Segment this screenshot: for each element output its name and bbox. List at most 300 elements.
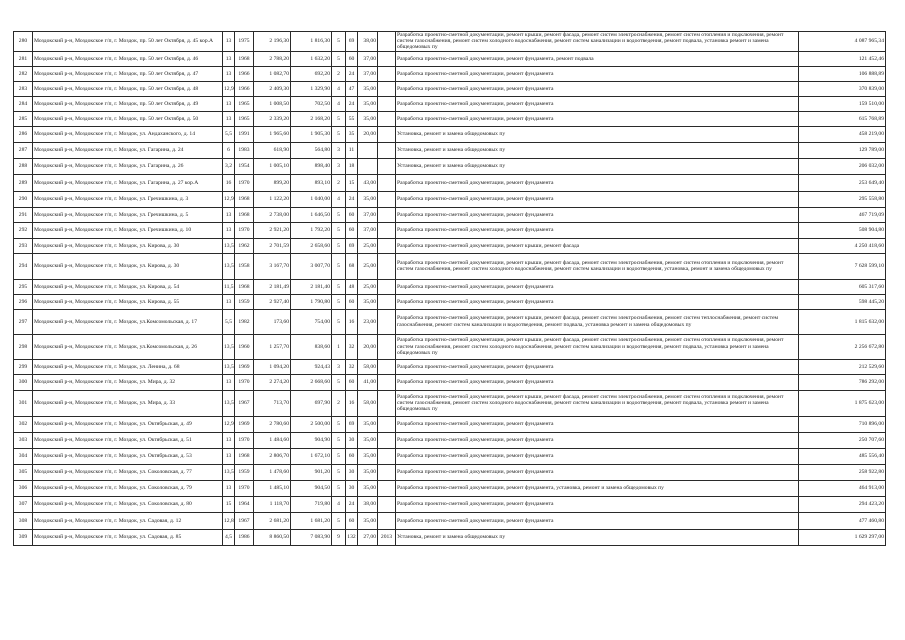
- cell-row-number: 282: [14, 66, 33, 81]
- cell-cost: 598 445,20: [799, 294, 886, 309]
- cell-year-extra: [378, 174, 396, 191]
- cell-living-area: 2 658,60: [291, 238, 332, 253]
- cell-works: Разработка проектно-сметной документации, ремонт крыши, ремонт фасада: [396, 238, 799, 253]
- cell-residents: 47: [346, 81, 358, 96]
- cell-floors: 5: [332, 432, 346, 448]
- cell-wear: 38,00: [358, 32, 378, 52]
- cell-build-year: 1970: [235, 374, 254, 390]
- cell-wear: 35,00: [358, 432, 378, 448]
- table-row: [14, 32, 886, 52]
- cell-living-area: 1 632,20: [291, 51, 332, 66]
- cell-cost: 615 768,89: [799, 111, 886, 126]
- cell-floors: 5: [332, 32, 346, 52]
- cell-cost: 467 719,09: [799, 207, 886, 222]
- cell-floors: 5: [332, 448, 346, 464]
- cell-year-extra: [378, 448, 396, 464]
- cell-total-area: 1 484,60: [254, 432, 291, 448]
- table-row: [14, 66, 886, 81]
- cell-wear: 35,00: [358, 96, 378, 111]
- cell-address: Моздокский р-н, Моздокское г/п, г. Моздок, ул. Садовая, д. 85: [33, 529, 223, 545]
- cell-address: Моздокский р-н, Моздокское г/п, г. Моздок, ул. Мира, д. 33: [33, 390, 223, 416]
- cell-floors: 2: [332, 174, 346, 191]
- cell-works: Разработка проектно-сметной документации, ремонт крыши, ремонт фасада, ремонт систем электроснабжения, ремонт систем теплоснабжения, ремонт систем газоснабжения, ремонт систем канализации и водоотведения, ремонт подвала, установка ремонт и замена общедомовых пу: [396, 309, 799, 334]
- cell-floors: 3: [332, 359, 346, 374]
- table-row: [14, 279, 886, 294]
- cell-area-coef: 13: [223, 432, 235, 448]
- table-row: [14, 96, 886, 111]
- cell-area-coef: 13,5: [223, 253, 235, 279]
- cell-living-area: 1 646,50: [291, 207, 332, 222]
- cell-cost: 294 423,20: [799, 496, 886, 512]
- cell-address: Моздокский р-н, Моздокское г/п, г. Моздок, ул. Мира, д. 32: [33, 374, 223, 390]
- cell-wear: [358, 142, 378, 158]
- cell-address: Моздокский р-н, Моздокское г/п, г. Моздок, ул. Гагарина, д. 27 кор.А: [33, 174, 223, 191]
- cell-row-number: 307: [14, 496, 33, 512]
- cell-living-area: 901,20: [291, 464, 332, 480]
- cell-build-year: 1954: [235, 158, 254, 174]
- cell-year-extra: [378, 432, 396, 448]
- cell-row-number: 285: [14, 111, 33, 126]
- cell-residents: 32: [346, 359, 358, 374]
- cell-row-number: 297: [14, 309, 33, 334]
- cell-area-coef: 13,5: [223, 390, 235, 416]
- cell-total-area: 1 118,70: [254, 496, 291, 512]
- table-row: [14, 432, 886, 448]
- cell-residents: 132: [346, 529, 358, 545]
- cell-wear: 25,00: [358, 253, 378, 279]
- cell-cost: 1 629 297,00: [799, 529, 886, 545]
- cell-works: Установка, ремонт и замена общедомовых пу: [396, 529, 799, 545]
- cell-residents: 60: [346, 294, 358, 309]
- cell-wear: 35,00: [358, 448, 378, 464]
- cell-row-number: 303: [14, 432, 33, 448]
- cell-year-extra: [378, 480, 396, 496]
- cell-row-number: 286: [14, 126, 33, 142]
- cell-works: Разработка проектно-сметной документации, ремонт фундамента: [396, 207, 799, 222]
- cell-wear: 35,00: [358, 512, 378, 529]
- cell-total-area: 713,70: [254, 390, 291, 416]
- cell-year-extra: [378, 32, 396, 52]
- cell-build-year: 1962: [235, 238, 254, 253]
- cell-residents: 24: [346, 496, 358, 512]
- table-row: [14, 334, 886, 359]
- cell-total-area: 2 196,30: [254, 32, 291, 52]
- cell-floors: 5: [332, 294, 346, 309]
- cell-works: Разработка проектно-сметной документации, ремонт фундамента: [396, 464, 799, 480]
- cell-cost: 4 250 418,60: [799, 238, 886, 253]
- table-row: [14, 374, 886, 390]
- cell-floors: 4: [332, 191, 346, 207]
- cell-living-area: 697,90: [291, 390, 332, 416]
- cell-total-area: 1 965,60: [254, 126, 291, 142]
- cell-works: Разработка проектно-сметной документации, ремонт крыши, ремонт фасада, ремонт систем электроснабжения, ремонт систем отопления и подключения, ремонт систем газоснабжения, ремонт систем холодного водоснабжения, ремонт систем канализации и водоотведения, ремонт подвала, установка ремонт и замена общедомовых пу: [396, 32, 799, 52]
- cell-address: Моздокский р-н, Моздокское г/п, г. Моздок, ул. Соколовская, д. 77: [33, 464, 223, 480]
- cell-wear: 58,00: [358, 359, 378, 374]
- cell-cost: 295 558,80: [799, 191, 886, 207]
- cell-row-number: 300: [14, 374, 33, 390]
- cell-row-number: 309: [14, 529, 33, 545]
- cell-wear: 25,00: [358, 279, 378, 294]
- cell-total-area: 1 005,10: [254, 158, 291, 174]
- cell-area-coef: 13: [223, 294, 235, 309]
- cell-row-number: 281: [14, 51, 33, 66]
- cell-cost: 121 452,46: [799, 51, 886, 66]
- cell-year-extra: [378, 253, 396, 279]
- cell-cost: 206 032,00: [799, 158, 886, 174]
- cell-area-coef: 13: [223, 222, 235, 238]
- cell-living-area: 7 083,90: [291, 529, 332, 545]
- cell-year-extra: [378, 359, 396, 374]
- cell-floors: 5: [332, 253, 346, 279]
- cell-works: Разработка проектно-сметной документации, ремонт фундамента: [396, 359, 799, 374]
- cell-area-coef: 4,5: [223, 529, 235, 545]
- table-row: [14, 191, 886, 207]
- cell-address: Моздокский р-н, Моздокское г/п, г. Моздок, ул. Октябрьская, д. 51: [33, 432, 223, 448]
- cell-address: Моздокский р-н, Моздокское г/п, г. Моздок, ул. Кирова, д. 30: [33, 253, 223, 279]
- cell-address: Моздокский р-н, Моздокское г/п, г. Моздок, пр. 50 лет Октября, д. 48: [33, 81, 223, 96]
- cell-floors: 2: [332, 66, 346, 81]
- cell-year-extra: [378, 191, 396, 207]
- cell-area-coef: 13,5: [223, 359, 235, 374]
- cell-address: Моздокский р-н, Моздокское г/п, г. Моздок, пр. 50 лет Октября, д. 46: [33, 51, 223, 66]
- cell-row-number: 296: [14, 294, 33, 309]
- table-row: [14, 142, 886, 158]
- cell-cost: 253 649,40: [799, 174, 886, 191]
- cell-residents: 68: [346, 253, 358, 279]
- cell-cost: 2 256 672,80: [799, 334, 886, 359]
- cell-address: Моздокский р-н, Моздокское г/п, г. Моздок, ул. Гречишкина, д. 5: [33, 207, 223, 222]
- cell-residents: 30: [346, 432, 358, 448]
- cell-living-area: 692,20: [291, 66, 332, 81]
- cell-living-area: 1 790,80: [291, 294, 332, 309]
- table-row: [14, 51, 886, 66]
- table-row: [14, 309, 886, 334]
- cell-wear: 35,00: [358, 191, 378, 207]
- cell-build-year: 1964: [235, 496, 254, 512]
- cell-wear: 43,00: [358, 174, 378, 191]
- cell-build-year: 1958: [235, 253, 254, 279]
- cell-wear: 35,00: [358, 416, 378, 432]
- cell-area-coef: 13: [223, 480, 235, 496]
- cell-total-area: 2 921,20: [254, 222, 291, 238]
- cell-wear: 35,00: [358, 480, 378, 496]
- cell-residents: 15: [346, 174, 358, 191]
- cell-floors: 3: [332, 142, 346, 158]
- cell-address: Моздокский р-н, Моздокское г/п, г. Моздок, ул. Соколовская, д. 80: [33, 496, 223, 512]
- cell-floors: 5: [332, 222, 346, 238]
- cell-cost: 106 888,89: [799, 66, 886, 81]
- cell-total-area: 1 122,20: [254, 191, 291, 207]
- cell-total-area: 899,20: [254, 174, 291, 191]
- cell-floors: 4: [332, 81, 346, 96]
- cell-area-coef: 3,2: [223, 158, 235, 174]
- cell-row-number: 280: [14, 32, 33, 52]
- cell-living-area: 754,00: [291, 309, 332, 334]
- cell-works: Разработка проектно-сметной документации, ремонт фундамента: [396, 496, 799, 512]
- cell-build-year: 1968: [235, 279, 254, 294]
- cell-residents: 55: [346, 111, 358, 126]
- cell-wear: 35,00: [358, 111, 378, 126]
- cell-year-extra: [378, 512, 396, 529]
- cell-works: Разработка проектно-сметной документации, ремонт крыши, ремонт фасада, ремонт систем электроснабжения, ремонт систем отопления и подключения, ремонт систем газоснабжения, ремонт систем холодного водоснабжения, ремонт систем канализации и водоотведения, ремонт подвала, установка ремонт и замена общедомовых пу: [396, 334, 799, 359]
- cell-cost: 212 529,60: [799, 359, 886, 374]
- cell-area-coef: 13: [223, 96, 235, 111]
- cell-address: Моздокский р-н, Моздокское г/п, г. Моздок, пр. 50 лет Октября, д. 50: [33, 111, 223, 126]
- cell-address: Моздокский р-н, Моздокское г/п, г. Моздок, ул.Комсомольская, д. 26: [33, 334, 223, 359]
- cell-year-extra: [378, 51, 396, 66]
- cell-year-extra: [378, 222, 396, 238]
- cell-residents: 24: [346, 66, 358, 81]
- cell-wear: 35,00: [358, 81, 378, 96]
- cell-living-area: 2 668,60: [291, 374, 332, 390]
- cell-works: Разработка проектно-сметной документации, ремонт фундамента: [396, 174, 799, 191]
- cell-works: Разработка проектно-сметной документации, ремонт фундамента: [396, 111, 799, 126]
- cell-row-number: 290: [14, 191, 33, 207]
- cell-build-year: 1969: [235, 359, 254, 374]
- cell-total-area: 1 008,50: [254, 96, 291, 111]
- cell-cost: 477 460,80: [799, 512, 886, 529]
- cell-address: Моздокский р-н, Моздокское г/п, г. Моздок, ул. Садовая, д. 12: [33, 512, 223, 529]
- cell-row-number: 283: [14, 81, 33, 96]
- cell-total-area: 3 167,70: [254, 253, 291, 279]
- cell-year-extra: [378, 96, 396, 111]
- cell-floors: 5: [332, 416, 346, 432]
- cell-residents: 60: [346, 374, 358, 390]
- cell-residents: 24: [346, 191, 358, 207]
- table-row: [14, 512, 886, 529]
- cell-year-extra: [378, 142, 396, 158]
- cell-works: Установка, ремонт и замена общедомовых пу: [396, 158, 799, 174]
- cell-wear: 38,00: [358, 496, 378, 512]
- cell-wear: 20,00: [358, 334, 378, 359]
- cell-works: Разработка проектно-сметной документации, ремонт фундамента: [396, 66, 799, 81]
- cell-floors: 9: [332, 529, 346, 545]
- table-row: [14, 253, 886, 279]
- cell-works: Разработка проектно-сметной документации, ремонт фундамента: [396, 222, 799, 238]
- cell-residents: 60: [346, 448, 358, 464]
- cell-area-coef: 13: [223, 51, 235, 66]
- cell-works: Разработка проектно-сметной документации, ремонт фундамента: [396, 279, 799, 294]
- cell-wear: 27,00: [358, 529, 378, 545]
- cell-total-area: 1 485,10: [254, 480, 291, 496]
- cell-works: Разработка проектно-сметной документации, ремонт фундамента, установка, ремонт и замена общедомовых пу: [396, 480, 799, 496]
- cell-year-extra: [378, 374, 396, 390]
- cell-works: Установка, ремонт и замена общедомовых пу: [396, 126, 799, 142]
- cell-row-number: 295: [14, 279, 33, 294]
- cell-living-area: 898,40: [291, 158, 332, 174]
- table-row: [14, 111, 886, 126]
- cell-wear: 23,00: [358, 309, 378, 334]
- cell-year-extra: [378, 111, 396, 126]
- cell-floors: 5: [332, 464, 346, 480]
- cell-area-coef: 13,5: [223, 334, 235, 359]
- cell-residents: 69: [346, 32, 358, 52]
- cell-residents: 11: [346, 142, 358, 158]
- cell-wear: 37,00: [358, 66, 378, 81]
- cell-works: Установка, ремонт и замена общедомовых пу: [396, 142, 799, 158]
- cell-total-area: 2 409,30: [254, 81, 291, 96]
- cell-floors: 5: [332, 207, 346, 222]
- cell-area-coef: 5,5: [223, 126, 235, 142]
- cell-area-coef: 13: [223, 374, 235, 390]
- cell-address: Моздокский р-н, Моздокское г/п, г. Моздок, ул. Октябрьская, д. 53: [33, 448, 223, 464]
- cell-floors: 5: [332, 238, 346, 253]
- cell-address: Моздокский р-н, Моздокское г/п, г. Моздок, ул. Гречишкина, д. 10: [33, 222, 223, 238]
- cell-wear: 35,00: [358, 294, 378, 309]
- cell-total-area: 2 806,70: [254, 448, 291, 464]
- cell-living-area: 1 816,30: [291, 32, 332, 52]
- cell-row-number: 288: [14, 158, 33, 174]
- cell-floors: 1: [332, 334, 346, 359]
- cell-address: Моздокский р-н, Моздокское г/п, г. Моздок, ул. Гагарина, д. 26: [33, 158, 223, 174]
- table-row: [14, 222, 886, 238]
- cell-year-extra: [378, 334, 396, 359]
- cell-row-number: 305: [14, 464, 33, 480]
- cell-year-extra: [378, 238, 396, 253]
- cell-floors: 5: [332, 126, 346, 142]
- cell-row-number: 298: [14, 334, 33, 359]
- cell-living-area: 702,50: [291, 96, 332, 111]
- cell-build-year: 1959: [235, 294, 254, 309]
- cell-residents: 60: [346, 512, 358, 529]
- cell-residents: 48: [346, 279, 358, 294]
- cell-total-area: 2 780,60: [254, 416, 291, 432]
- cell-year-extra: [378, 309, 396, 334]
- cell-floors: 5: [332, 279, 346, 294]
- cell-residents: 18: [346, 158, 358, 174]
- cell-year-extra: [378, 158, 396, 174]
- cell-build-year: 1970: [235, 222, 254, 238]
- cell-cost: 129 789,00: [799, 142, 886, 158]
- table-row: [14, 126, 886, 142]
- cell-year-extra: [378, 464, 396, 480]
- cell-area-coef: 13: [223, 66, 235, 81]
- cell-floors: 5: [332, 111, 346, 126]
- cell-row-number: 308: [14, 512, 33, 529]
- cell-area-coef: 13: [223, 32, 235, 52]
- cell-build-year: 1986: [235, 529, 254, 545]
- cell-area-coef: 12,9: [223, 191, 235, 207]
- cell-area-coef: 13,5: [223, 238, 235, 253]
- cell-residents: 35: [346, 126, 358, 142]
- cell-total-area: 2 681,20: [254, 512, 291, 529]
- table-row: [14, 448, 886, 464]
- cell-address: Моздокский р-н, Моздокское г/п, г. Моздок, ул. Кирова, д. 30: [33, 238, 223, 253]
- cell-living-area: 1 681,20: [291, 512, 332, 529]
- cell-build-year: 1965: [235, 111, 254, 126]
- cell-works: Разработка проектно-сметной документации, ремонт крыши, ремонт фасада, ремонт систем электроснабжения, ремонт систем отопления и подключения, ремонт систем газоснабжения, ремонт систем холодного водоснабжения, ремонт систем канализации и водоотведения, установка, ремонт и замена общедомовых пу: [396, 253, 799, 279]
- cell-build-year: 1975: [235, 32, 254, 52]
- cell-works: Разработка проектно-сметной документации, ремонт фундамента: [396, 81, 799, 96]
- cell-living-area: 1 905,30: [291, 126, 332, 142]
- cell-cost: 159 510,00: [799, 96, 886, 111]
- cell-total-area: 2 701,59: [254, 238, 291, 253]
- cell-build-year: 1969: [235, 416, 254, 432]
- cell-total-area: 2 788,20: [254, 51, 291, 66]
- cell-total-area: 1 257,70: [254, 334, 291, 359]
- cell-year-extra: [378, 496, 396, 512]
- cell-year-extra: [378, 279, 396, 294]
- cell-build-year: 1970: [235, 432, 254, 448]
- cell-year-extra: [378, 126, 396, 142]
- cell-build-year: 1982: [235, 309, 254, 334]
- cell-cost: 258 922,80: [799, 464, 886, 480]
- cell-area-coef: 5,5: [223, 309, 235, 334]
- cell-total-area: 2 927,40: [254, 294, 291, 309]
- table-row: [14, 464, 886, 480]
- cell-row-number: 306: [14, 480, 33, 496]
- cell-cost: 710 896,00: [799, 416, 886, 432]
- cell-works: Разработка проектно-сметной документации, ремонт фундамента: [396, 512, 799, 529]
- cell-row-number: 292: [14, 222, 33, 238]
- cell-total-area: 2 339,20: [254, 111, 291, 126]
- cell-wear: 37,00: [358, 51, 378, 66]
- cell-works: Разработка проектно-сметной документации, ремонт фундамента, ремонт подвала: [396, 51, 799, 66]
- cell-wear: 37,00: [358, 207, 378, 222]
- cell-cost: 7 628 599,10: [799, 253, 886, 279]
- cell-row-number: 299: [14, 359, 33, 374]
- cell-living-area: 1 329,90: [291, 81, 332, 96]
- cell-cost: 605 317,60: [799, 279, 886, 294]
- cell-build-year: 1983: [235, 142, 254, 158]
- cell-build-year: 1970: [235, 480, 254, 496]
- cell-row-number: 284: [14, 96, 33, 111]
- cell-residents: 30: [346, 480, 358, 496]
- cell-living-area: 3 007,70: [291, 253, 332, 279]
- cell-wear: 37,00: [358, 222, 378, 238]
- cell-works: Разработка проектно-сметной документации, ремонт фундамента: [396, 448, 799, 464]
- cell-living-area: 2 181,40: [291, 279, 332, 294]
- cell-floors: 5: [332, 480, 346, 496]
- cell-works: Разработка проектно-сметной документации, ремонт крыши, ремонт фасада, ремонт систем электроснабжения, ремонт систем отопления и подключения, ремонт систем газоснабжения, ремонт систем холодного водоснабжения, ремонт систем канализации и водоотведения, ремонт подвала, установка ремонт и замена общедомовых пу: [396, 390, 799, 416]
- cell-works: Разработка проектно-сметной документации, ремонт фундамента: [396, 96, 799, 111]
- cell-floors: 3: [332, 158, 346, 174]
- cell-row-number: 302: [14, 416, 33, 432]
- cell-living-area: 904,90: [291, 432, 332, 448]
- cell-total-area: 1 094,20: [254, 359, 291, 374]
- table-row: [14, 390, 886, 416]
- cell-living-area: 1 792,20: [291, 222, 332, 238]
- cell-build-year: 1966: [235, 81, 254, 96]
- table-row: [14, 174, 886, 191]
- table-row: [14, 359, 886, 374]
- cell-row-number: 289: [14, 174, 33, 191]
- cell-area-coef: 15: [223, 496, 235, 512]
- cell-area-coef: 13: [223, 207, 235, 222]
- cell-year-extra: [378, 66, 396, 81]
- cell-row-number: 293: [14, 238, 33, 253]
- cell-wear: 58,00: [358, 390, 378, 416]
- cell-area-coef: 16: [223, 174, 235, 191]
- cell-living-area: 2 500,00: [291, 416, 332, 432]
- cell-build-year: 1968: [235, 191, 254, 207]
- cell-address: Моздокский р-н, Моздокское г/п, г. Моздок, ул. Кирова, д. 54: [33, 279, 223, 294]
- cell-year-extra: [378, 416, 396, 432]
- cell-address: Моздокский р-н, Моздокское г/п, г. Моздок, ул. Октябрьская, д. 49: [33, 416, 223, 432]
- cell-total-area: 2 181,49: [254, 279, 291, 294]
- cell-address: Моздокский р-н, Моздокское г/п, г. Моздок, ул. Андаханского, д. 14: [33, 126, 223, 142]
- table-row: [14, 529, 886, 545]
- cell-residents: 69: [346, 238, 358, 253]
- cell-wear: 35,00: [358, 464, 378, 480]
- cell-cost: 250 707,60: [799, 432, 886, 448]
- cell-area-coef: 13: [223, 448, 235, 464]
- cell-living-area: 893,10: [291, 174, 332, 191]
- cell-area-coef: 13: [223, 111, 235, 126]
- cell-address: Моздокский р-н, Моздокское г/п, г. Моздок, ул. Гагарина, д. 24: [33, 142, 223, 158]
- table-row: [14, 416, 886, 432]
- cell-year-extra: 2013: [378, 529, 396, 545]
